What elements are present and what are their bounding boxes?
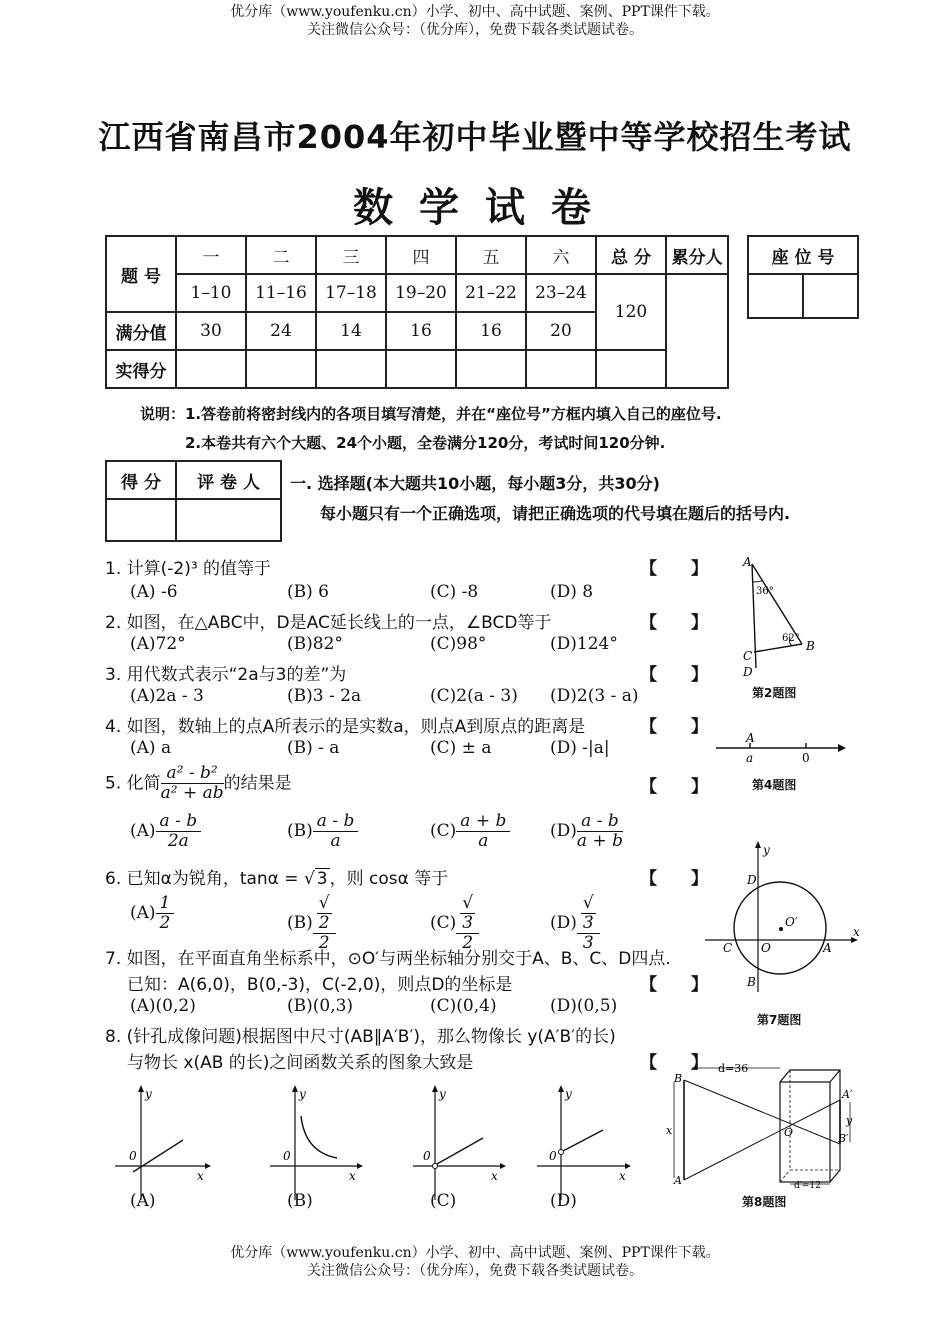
q8-graphs [105, 1080, 665, 1220]
fig8-label-o: O [784, 1126, 794, 1139]
earned-3[interactable] [316, 350, 386, 388]
q7-stem-2: 已知：A(6,0)，B(0,-3)，C(-2,0)，则点D的坐标是 [127, 975, 513, 995]
fig7-label-o: O [761, 941, 771, 955]
q6-a-num: 1 [156, 894, 175, 914]
graph-c-y: y [439, 1087, 446, 1101]
q4-bracket[interactable]: 【 】 [640, 717, 708, 737]
q7-stem-1: 7. 如图，在平面直角坐标系中，⊙O′与两坐标轴分别交于A、B、C、D四点. [105, 949, 671, 969]
exam-title: 江西省南昌市2004年初中毕业暨中等学校招生考试 [98, 118, 852, 156]
q5-b-den: a [330, 831, 341, 851]
points-6: 20 [526, 312, 596, 350]
row-label-earned: 实得分 [106, 350, 176, 388]
grader-name-cell[interactable] [176, 499, 281, 541]
q6-stem: 6. 已知α为锐角，tanα = √ 3 ，则 cosα 等于 [105, 869, 449, 889]
q7-option-a: (A)(0,2) [130, 996, 196, 1016]
q6-stem-pre: 6. 已知α为锐角，tanα = [105, 869, 299, 889]
figure-8-pinhole [662, 1060, 857, 1190]
instruction-1: 说明：1.答卷前将密封线内的各项目填写清楚，并在“座位号”方框内填入自己的座位号. [140, 405, 722, 423]
fig8-dprime: d′=12 [794, 1181, 821, 1190]
section-6: 六 [526, 236, 596, 274]
q8-stem-1: 8. (针孔成像问题)根据图中尺寸(AB∥A′B′)，那么物像长 y(A′B′的长) [105, 1027, 616, 1047]
range-3: 17–18 [316, 274, 386, 312]
q3-option-c: (C)2(a - 3) [430, 686, 518, 706]
section-4: 四 [386, 236, 456, 274]
earned-1[interactable] [176, 350, 246, 388]
section-5: 五 [456, 236, 526, 274]
q8-bracket[interactable]: 【 】 [640, 1053, 708, 1073]
q1-bracket[interactable]: 【 】 [640, 559, 708, 579]
q5-option-d [550, 812, 623, 851]
figure-2-triangle [730, 550, 840, 700]
grader-name-label: 评 卷 人 [176, 461, 281, 499]
graph-c [413, 1085, 506, 1200]
total-label: 总 分 [596, 236, 666, 274]
q5-stem-pre: 5. 化简 [105, 773, 161, 794]
graph-d-o: 0 [549, 1149, 557, 1163]
q8-graph-label-d: (D) [550, 1191, 577, 1211]
earned-2[interactable] [246, 350, 316, 388]
q5-stem-num: a² - b² [161, 764, 224, 784]
earned-5[interactable] [456, 350, 526, 388]
section1-heading: 一. 选择题(本大题共10小题，每小题3分，共30分) [290, 474, 660, 493]
q8-graph-label-a: (A) [130, 1191, 156, 1211]
grader-box [105, 460, 282, 542]
graph-a-o: 0 [129, 1149, 137, 1163]
fig4-point-a: A [746, 731, 755, 745]
fig2-label-b: B [806, 639, 815, 653]
grader-score-label: 得 分 [106, 461, 176, 499]
seat-cell-1[interactable] [748, 274, 803, 318]
q5-bracket[interactable]: 【 】 [640, 777, 708, 797]
graph-a-y: y [145, 1087, 152, 1101]
q7-option-d: (D)(0,5) [550, 996, 618, 1016]
graph-c-o: 0 [423, 1149, 431, 1163]
range-4: 19–20 [386, 274, 456, 312]
fig2-angle-a: 36° [756, 586, 774, 597]
q7-option-c: (C)(0,4) [430, 996, 497, 1016]
q5-a-label: (A) [130, 821, 156, 841]
q6-option-b: (B) √ 2 2 [287, 894, 336, 953]
section-2: 二 [246, 236, 316, 274]
fig4-a: a [746, 751, 754, 765]
section1-note: 每小题只有一个正确选项，请把正确选项的代号填在题后的括号内. [320, 504, 791, 523]
q5-d-label: (D) [550, 821, 577, 841]
earned-4[interactable] [386, 350, 456, 388]
q6-b-num: 2 [318, 913, 330, 933]
range-5: 21–22 [456, 274, 526, 312]
graph-b [270, 1085, 363, 1200]
graph-b-o: 0 [283, 1149, 291, 1163]
fig4-caption: 第4题图 [752, 778, 797, 792]
earned-total[interactable] [596, 350, 666, 388]
q6-option-c: (C) √ 3 2 [430, 894, 479, 953]
q6-a-den: 2 [159, 913, 171, 933]
graph-a [115, 1085, 211, 1200]
q1-option-a: (A) -6 [130, 582, 178, 602]
q2-option-c: (C)98° [430, 634, 487, 654]
q6-b-label: (B) [287, 913, 313, 933]
fig8-label-x: x [666, 1124, 673, 1137]
seat-label: 座 位 号 [748, 236, 858, 274]
q5-d-den: a + b [576, 831, 623, 851]
q5-stem [105, 764, 292, 803]
q3-option-b: (B)3 - 2a [287, 686, 362, 706]
points-1: 30 [176, 312, 246, 350]
q7-bracket[interactable]: 【 】 [640, 975, 708, 995]
instruction-2: 2.本卷共有六个大题、24个小题，全卷满分120分，考试时间120分钟. [185, 434, 666, 452]
q5-option-b [287, 812, 358, 851]
q5-d-num: a - b [577, 812, 623, 832]
q6-c-label: (C) [430, 913, 457, 933]
q6-d-label: (D) [550, 913, 577, 933]
range-2: 11–16 [246, 274, 316, 312]
figure-7-circle [705, 840, 865, 1000]
q6-c-num: 3 [462, 913, 474, 933]
q5-option-a [130, 812, 201, 851]
scorer-cell [666, 274, 728, 388]
fig7-label-x: x [853, 925, 860, 939]
q5-option-c [430, 812, 510, 851]
fig7-label-c: C [723, 941, 733, 955]
scorer-label: 累分人 [666, 236, 728, 274]
q2-stem: 2. 如图，在△ABC中，D是AC延长线上的一点，∠BCD等于 [105, 613, 552, 633]
q4-option-b: (B) - a [287, 738, 340, 758]
fig7-label-b: B [747, 975, 756, 989]
q6-b-den: 2 [318, 933, 330, 953]
fig8-d: d=36 [718, 1062, 749, 1075]
q6-bracket[interactable]: 【 】 [640, 869, 708, 889]
q5-c-num: a + b [456, 812, 510, 832]
q1-option-b: (B) 6 [287, 582, 329, 602]
grader-score-cell[interactable] [106, 499, 176, 541]
q4-option-d: (D) -|a| [550, 738, 610, 758]
fig8-label-bprime: B′ [838, 1132, 849, 1145]
fig4-zero: 0 [802, 751, 810, 765]
section-3: 三 [316, 236, 386, 274]
points-4: 16 [386, 312, 456, 350]
q6-d-num: 3 [582, 913, 594, 933]
q4-option-a: (A) a [130, 738, 172, 758]
q6-option-a [130, 894, 174, 933]
q5-b-label: (B) [287, 821, 313, 841]
row-label-number: 题 号 [106, 236, 176, 312]
fig2-label-d: D [743, 665, 753, 679]
graph-d-y: y [565, 1087, 572, 1101]
q1-option-c: (C) -8 [430, 582, 479, 602]
fig2-label-c: C [743, 649, 753, 663]
q6-d-den: 3 [582, 933, 594, 953]
graph-a-x: x [197, 1169, 204, 1183]
q5-a-den: 2a [167, 831, 189, 851]
q6-c-den: 2 [462, 933, 474, 953]
q7-option-b: (B)(0,3) [287, 996, 354, 1016]
q6-stem-post: ，则 cosα 等于 [329, 869, 449, 889]
q5-c-label: (C) [430, 821, 457, 841]
fig2-angle-b: 62° [782, 633, 800, 644]
q8-graph-label-b: (B) [287, 1191, 313, 1211]
q5-a-num: a - b [156, 812, 202, 832]
graph-d [537, 1085, 631, 1200]
q5-c-den: a [478, 831, 489, 851]
score-table [105, 235, 729, 389]
q8-stem-2: 与物长 x(AB 的长)之间函数关系的图象大致是 [127, 1053, 474, 1073]
q4-option-c: (C) ± a [430, 738, 492, 758]
graph-b-y: y [299, 1087, 306, 1101]
q2-option-b: (B)82° [287, 634, 343, 654]
graph-b-x: x [349, 1169, 356, 1183]
q6-stem-root: 3 [316, 869, 328, 889]
q8-graph-label-c: (C) [430, 1191, 457, 1211]
fig8-label-aprime: A′ [842, 1088, 853, 1101]
exam-subtitle: 数 学 试 卷 [353, 185, 597, 231]
footer-line-2: 关注微信公众号：（优分库），免费下载各类试题试卷。 [307, 1263, 643, 1279]
q5-stem-post: 的结果是 [223, 773, 292, 794]
q3-stem: 3. 用代数式表示“2a与3的差”为 [105, 665, 347, 685]
fig7-label-a: A [823, 941, 832, 955]
fig8-caption: 第8题图 [742, 1195, 787, 1209]
figure-4-number-line [712, 730, 852, 770]
header-line-2: 关注微信公众号：（优分库），免费下载各类试题试卷。 [307, 22, 643, 38]
fig8-label-y: y [846, 1114, 853, 1127]
q3-option-a: (A)2a - 3 [130, 686, 204, 706]
range-6: 23–24 [526, 274, 596, 312]
earned-6[interactable] [526, 350, 596, 388]
q3-option-d: (D)2(3 - a) [550, 686, 639, 706]
footer-line-1: 优分库（www.youfenku.cn）小学、初中、高中试题、案例、PPT课件下载。 [230, 1245, 720, 1261]
row-label-points: 满分值 [106, 312, 176, 350]
fig2-caption: 第2题图 [752, 686, 797, 700]
total-value: 120 [596, 274, 666, 350]
fig7-caption: 第7题图 [757, 1013, 802, 1027]
fig2-label-a: A [743, 555, 752, 569]
fig7-label-d: D [747, 873, 757, 887]
q1-stem: 1. 计算(-2)³ 的值等于 [105, 559, 272, 579]
graph-c-x: x [491, 1169, 498, 1183]
q1-option-d: (D) 8 [550, 582, 594, 602]
seat-cell-2[interactable] [803, 274, 858, 318]
points-3: 14 [316, 312, 386, 350]
header-line-1: 优分库（www.youfenku.cn）小学、初中、高中试题、案例、PPT课件下载。 [230, 4, 720, 20]
points-2: 24 [246, 312, 316, 350]
q5-b-num: a - b [313, 812, 359, 832]
fig7-label-oprime: O′ [785, 915, 798, 929]
q2-option-d: (D)124° [550, 634, 618, 654]
q2-option-a: (A)72° [130, 634, 186, 654]
fig7-label-y: y [763, 843, 770, 857]
q5-stem-den: a² + ab [160, 783, 224, 803]
section-1: 一 [176, 236, 246, 274]
q6-a-label: (A) [130, 903, 156, 923]
range-1: 1–10 [176, 274, 246, 312]
q3-bracket[interactable]: 【 】 [640, 665, 708, 685]
fig8-label-b: B [674, 1072, 683, 1085]
q4-stem: 4. 如图，数轴上的点A所表示的是实数a，则点A到原点的距离是 [105, 717, 586, 737]
q6-option-d: (D) √ 3 3 [550, 894, 600, 953]
q2-bracket[interactable]: 【 】 [640, 613, 708, 633]
seat-number-box [747, 235, 859, 319]
fig8-label-a: A [674, 1174, 682, 1187]
graph-d-x: x [619, 1169, 626, 1183]
points-5: 16 [456, 312, 526, 350]
